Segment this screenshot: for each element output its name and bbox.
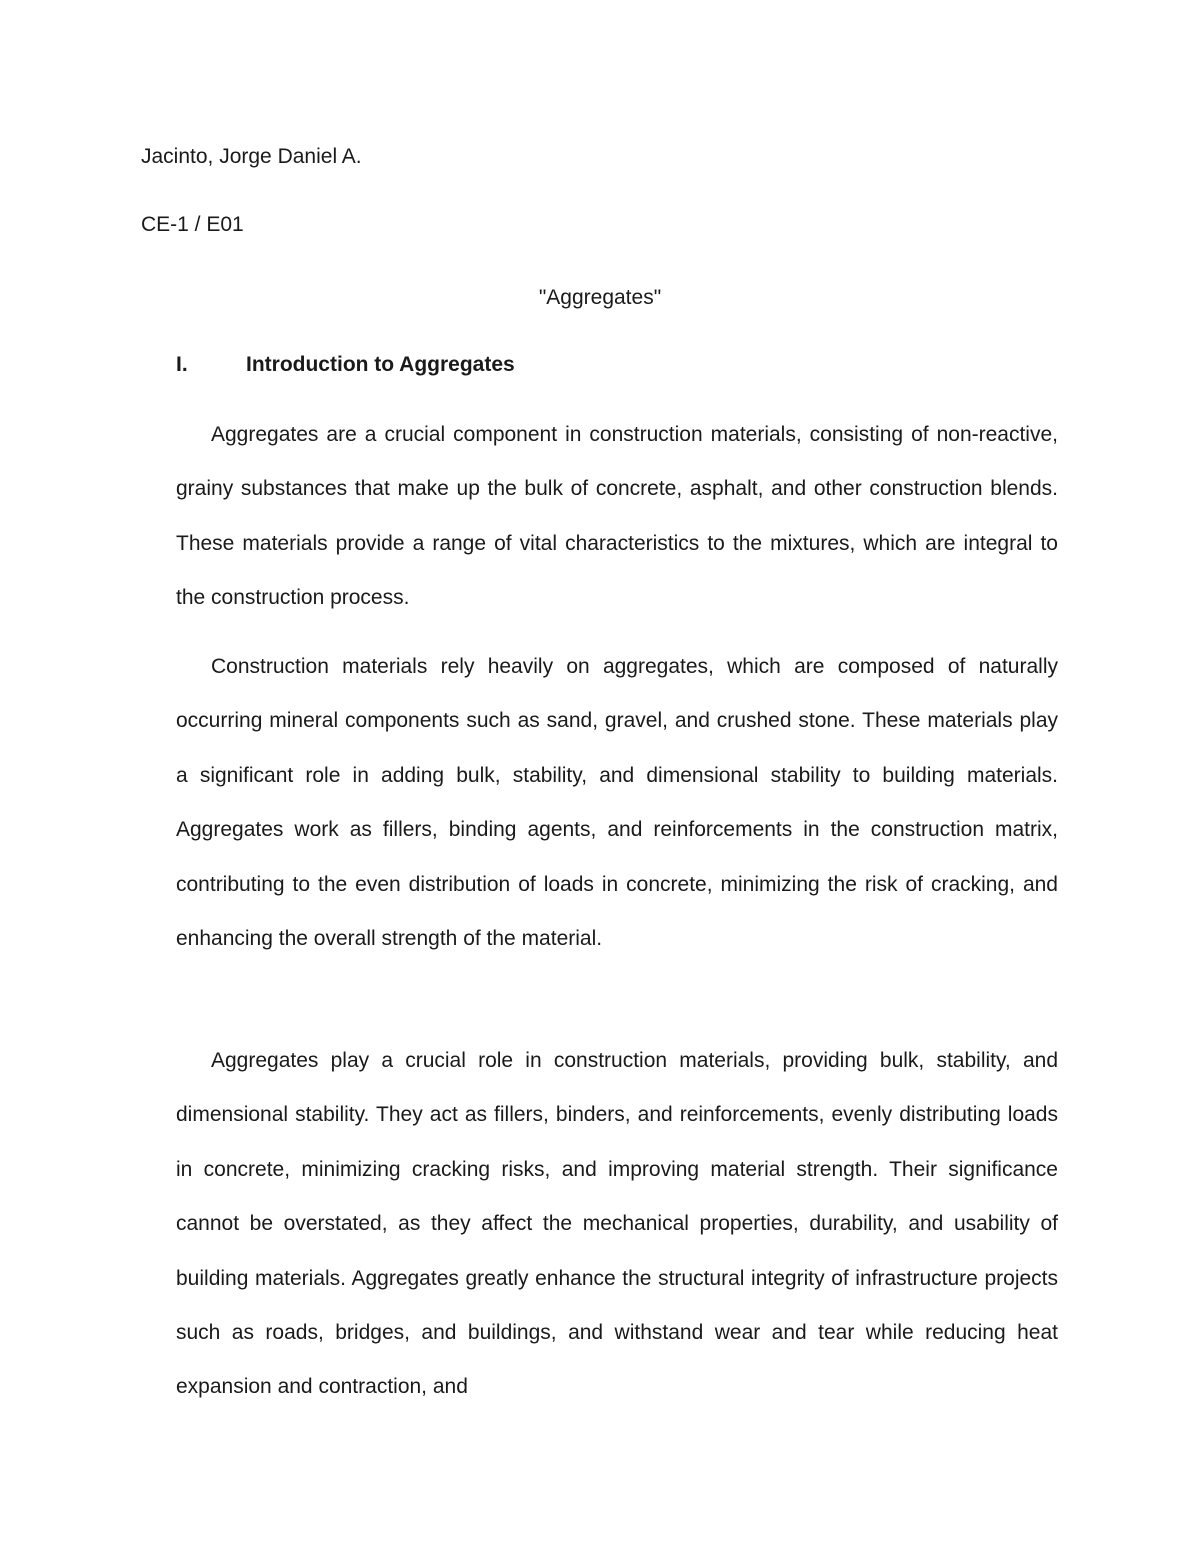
paragraph-3: Aggregates play a crucial role in construction materials, providing bulk, stability, and dimensional stability. They act as fillers, binders, and reinforcements, evenly distributing loads in concrete, minimizing cracking risks, and improving material strength. Their significance cannot be overstated, as they affect the mechanical properties, durability, and usability of building materials. Aggregates greatly enhance the structural integrity of infrastructure projects such as roads, bridges, and buildings, and withstand wear and tear while reducing heat expansion and contraction, and — [176, 1049, 1058, 1399]
paragraph-1: Aggregates are a crucial component in construction materials, consisting of non-reactive, grainy substances that make up the bulk of concrete, asphalt, and other construction blends. These materials provide a range of vital characteristics to the mixtures, which are integral to the construction process. — [176, 423, 1058, 610]
paragraph-2: Construction materials rely heavily on aggregates, which are composed of naturally occurring mineral components such as sand, gravel, and crushed stone. These materials play a significant role in adding bulk, stability, and dimensional stability to building materials. Aggregates work as fillers, binding agents, and reinforcements in the construction matrix, contributing to the even distribution of loads in concrete, minimizing the risk of cracking, and enhancing the overall strength of the material. — [176, 655, 1058, 951]
author-name: Jacinto, Jorge Daniel A. — [141, 145, 362, 168]
section-code: CE-1 / E01 — [141, 213, 244, 236]
document-title: "Aggregates" — [538, 286, 662, 309]
section-heading — [176, 352, 515, 378]
section-heading-text: Introduction to Aggregates — [246, 353, 515, 376]
section-number: I. — [176, 353, 188, 376]
